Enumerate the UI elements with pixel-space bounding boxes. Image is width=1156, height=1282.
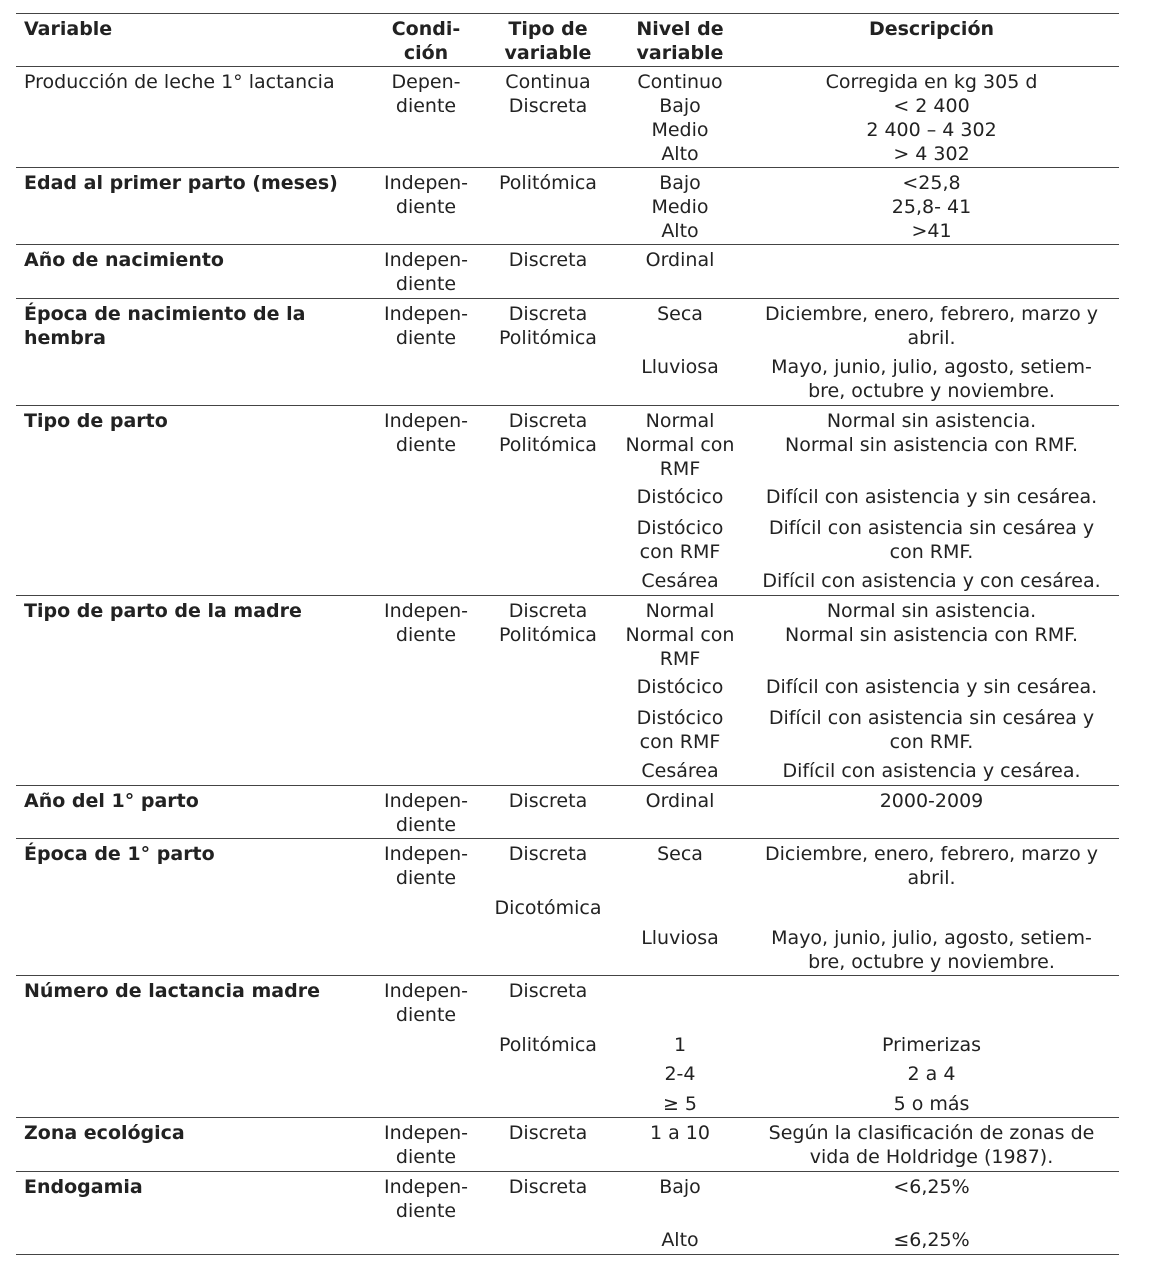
header-condicion: Condi- ción	[391, 18, 461, 64]
rule-row-6	[16, 785, 1119, 786]
row-condicion: Indepen- diente	[383, 980, 469, 1026]
row-nivel: Cesárea	[641, 760, 719, 782]
row-descripcion: Normal sin asistencia. Normal sin asistencia con RMF.	[784, 600, 1078, 646]
row-tipo: Discreta	[508, 980, 588, 1002]
row-nivel: Seca	[657, 303, 703, 325]
row-descripcion: 5 o más	[893, 1093, 970, 1115]
row-tipo: Discreta Politómica	[499, 600, 597, 646]
row-condicion: Indepen- diente	[383, 1176, 469, 1222]
row-nivel: Lluviosa	[641, 356, 719, 378]
row-descripcion: <6,25%	[893, 1176, 970, 1198]
row-nivel: Lluviosa	[641, 927, 719, 949]
row-variable: Año del 1° parto	[24, 790, 199, 812]
row-condicion: Indepen- diente	[383, 843, 469, 889]
rule-row-3	[16, 298, 1119, 299]
row-tipo: Discreta Politómica	[499, 303, 597, 349]
row-descripcion: Corregida en kg 305 d < 2 400 2 400 – 4 302 > 4 302	[825, 71, 1038, 165]
row-descripcion: <25,8 25,8- 41 >41	[891, 172, 972, 242]
rule-bottom	[16, 1254, 1119, 1255]
row-variable: Número de lactancia madre	[24, 980, 320, 1002]
row-nivel: 1	[673, 1034, 687, 1056]
rule-row-4	[16, 405, 1119, 406]
row-nivel: Alto	[661, 1229, 699, 1251]
row-descripcion: Mayo, junio, julio, agosto, setiem- bre, octubre y noviembre.	[771, 927, 1092, 973]
row-nivel: Distócico con RMF	[636, 517, 724, 563]
rule-row-10	[16, 1171, 1119, 1172]
row-descripcion: Diciembre, enero, febrero, marzo y abril.	[764, 843, 1099, 889]
row-condicion: Indepen- diente	[383, 303, 469, 349]
rule-row-2	[16, 244, 1119, 245]
row-descripcion: Mayo, junio, julio, agosto, setiem- bre, octubre y noviembre.	[771, 356, 1092, 402]
row-tipo: Discreta	[508, 1122, 588, 1144]
row-tipo: Discreta	[508, 790, 588, 812]
row-nivel: Bajo	[659, 1176, 701, 1198]
row-nivel: Distócico	[636, 676, 724, 698]
header-tipo: Tipo de variable	[504, 18, 592, 64]
row-variable: Producción de leche 1° lactancia	[24, 71, 335, 93]
row-variable: Tipo de parto de la madre	[24, 600, 302, 622]
row-descripcion: Según la clasificación de zonas de vida de Holdridge (1987).	[768, 1122, 1095, 1168]
rule-top	[16, 13, 1119, 14]
row-nivel: Distócico	[636, 486, 724, 508]
row-nivel: Continuo Bajo Medio Alto	[637, 71, 723, 165]
row-condicion: Indepen- diente	[383, 172, 469, 218]
header-nivel: Nivel de variable	[636, 18, 724, 64]
row-tipo: Discreta	[508, 843, 588, 865]
row-tipo: Dicotómica	[494, 897, 602, 919]
row-descripcion: Diciembre, enero, febrero, marzo y abril.	[764, 303, 1099, 349]
header-descripcion: Descripción	[868, 18, 995, 40]
row-descripcion: ≤6,25%	[893, 1229, 970, 1251]
row-descripcion: Difícil con asistencia y con cesárea.	[762, 570, 1101, 592]
row-nivel: Normal Normal con RMF	[625, 600, 735, 670]
row-variable: Época de 1° parto	[24, 843, 215, 865]
row-condicion: Indepen- diente	[383, 410, 469, 456]
row-tipo: Continua Discreta	[505, 71, 591, 117]
row-tipo: Politómica	[499, 172, 597, 194]
rule-row-7	[16, 838, 1119, 839]
row-condicion: Indepen- diente	[383, 1122, 469, 1168]
row-variable: Época de nacimiento de la hembra	[24, 303, 306, 349]
row-nivel: Seca	[657, 843, 703, 865]
row-descripcion: Difícil con asistencia y cesárea.	[782, 760, 1081, 782]
row-variable: Edad al primer parto (meses)	[24, 172, 338, 194]
row-condicion: Indepen- diente	[383, 790, 469, 836]
row-descripcion: Difícil con asistencia y sin cesárea.	[765, 486, 1098, 508]
row-descripcion: Difícil con asistencia y sin cesárea.	[765, 676, 1098, 698]
rule-row-9	[16, 1117, 1119, 1118]
row-descripcion: 2000-2009	[879, 790, 984, 812]
row-tipo: Politómica	[499, 1034, 597, 1056]
rule-row-8	[16, 975, 1119, 976]
row-nivel: Ordinal	[645, 249, 715, 271]
row-condicion: Indepen- diente	[383, 249, 469, 295]
row-tipo: Discreta	[508, 1176, 588, 1198]
row-variable: Endogamia	[24, 1176, 143, 1198]
row-condicion: Indepen- diente	[383, 600, 469, 646]
row-nivel: Distócico con RMF	[636, 707, 724, 753]
row-tipo: Discreta Politómica	[499, 410, 597, 456]
rule-header	[16, 66, 1119, 67]
row-nivel: 2-4	[664, 1063, 696, 1085]
row-descripcion: Difícil con asistencia sin cesárea y con RMF.	[768, 707, 1095, 753]
row-nivel: Cesárea	[641, 570, 719, 592]
row-nivel: Bajo Medio Alto	[651, 172, 709, 242]
row-nivel: Normal Normal con RMF	[625, 410, 735, 480]
row-descripcion: Normal sin asistencia. Normal sin asistencia con RMF.	[784, 410, 1078, 456]
row-nivel: Ordinal	[645, 790, 715, 812]
row-descripcion: Difícil con asistencia sin cesárea y con RMF.	[768, 517, 1095, 563]
row-nivel: 1 a 10	[650, 1122, 710, 1144]
row-condicion: Depen- diente	[391, 71, 461, 117]
row-nivel: ≥ 5	[662, 1093, 698, 1115]
row-variable: Año de nacimiento	[24, 249, 224, 271]
row-variable: Zona ecológica	[24, 1122, 185, 1144]
row-tipo: Discreta	[508, 249, 588, 271]
row-variable: Tipo de parto	[24, 410, 168, 432]
row-descripcion: 2 a 4	[907, 1063, 956, 1085]
row-descripcion: Primerizas	[881, 1034, 982, 1056]
header-variable: Variable	[24, 18, 113, 40]
rule-row-1	[16, 167, 1119, 168]
rule-row-5	[16, 595, 1119, 596]
